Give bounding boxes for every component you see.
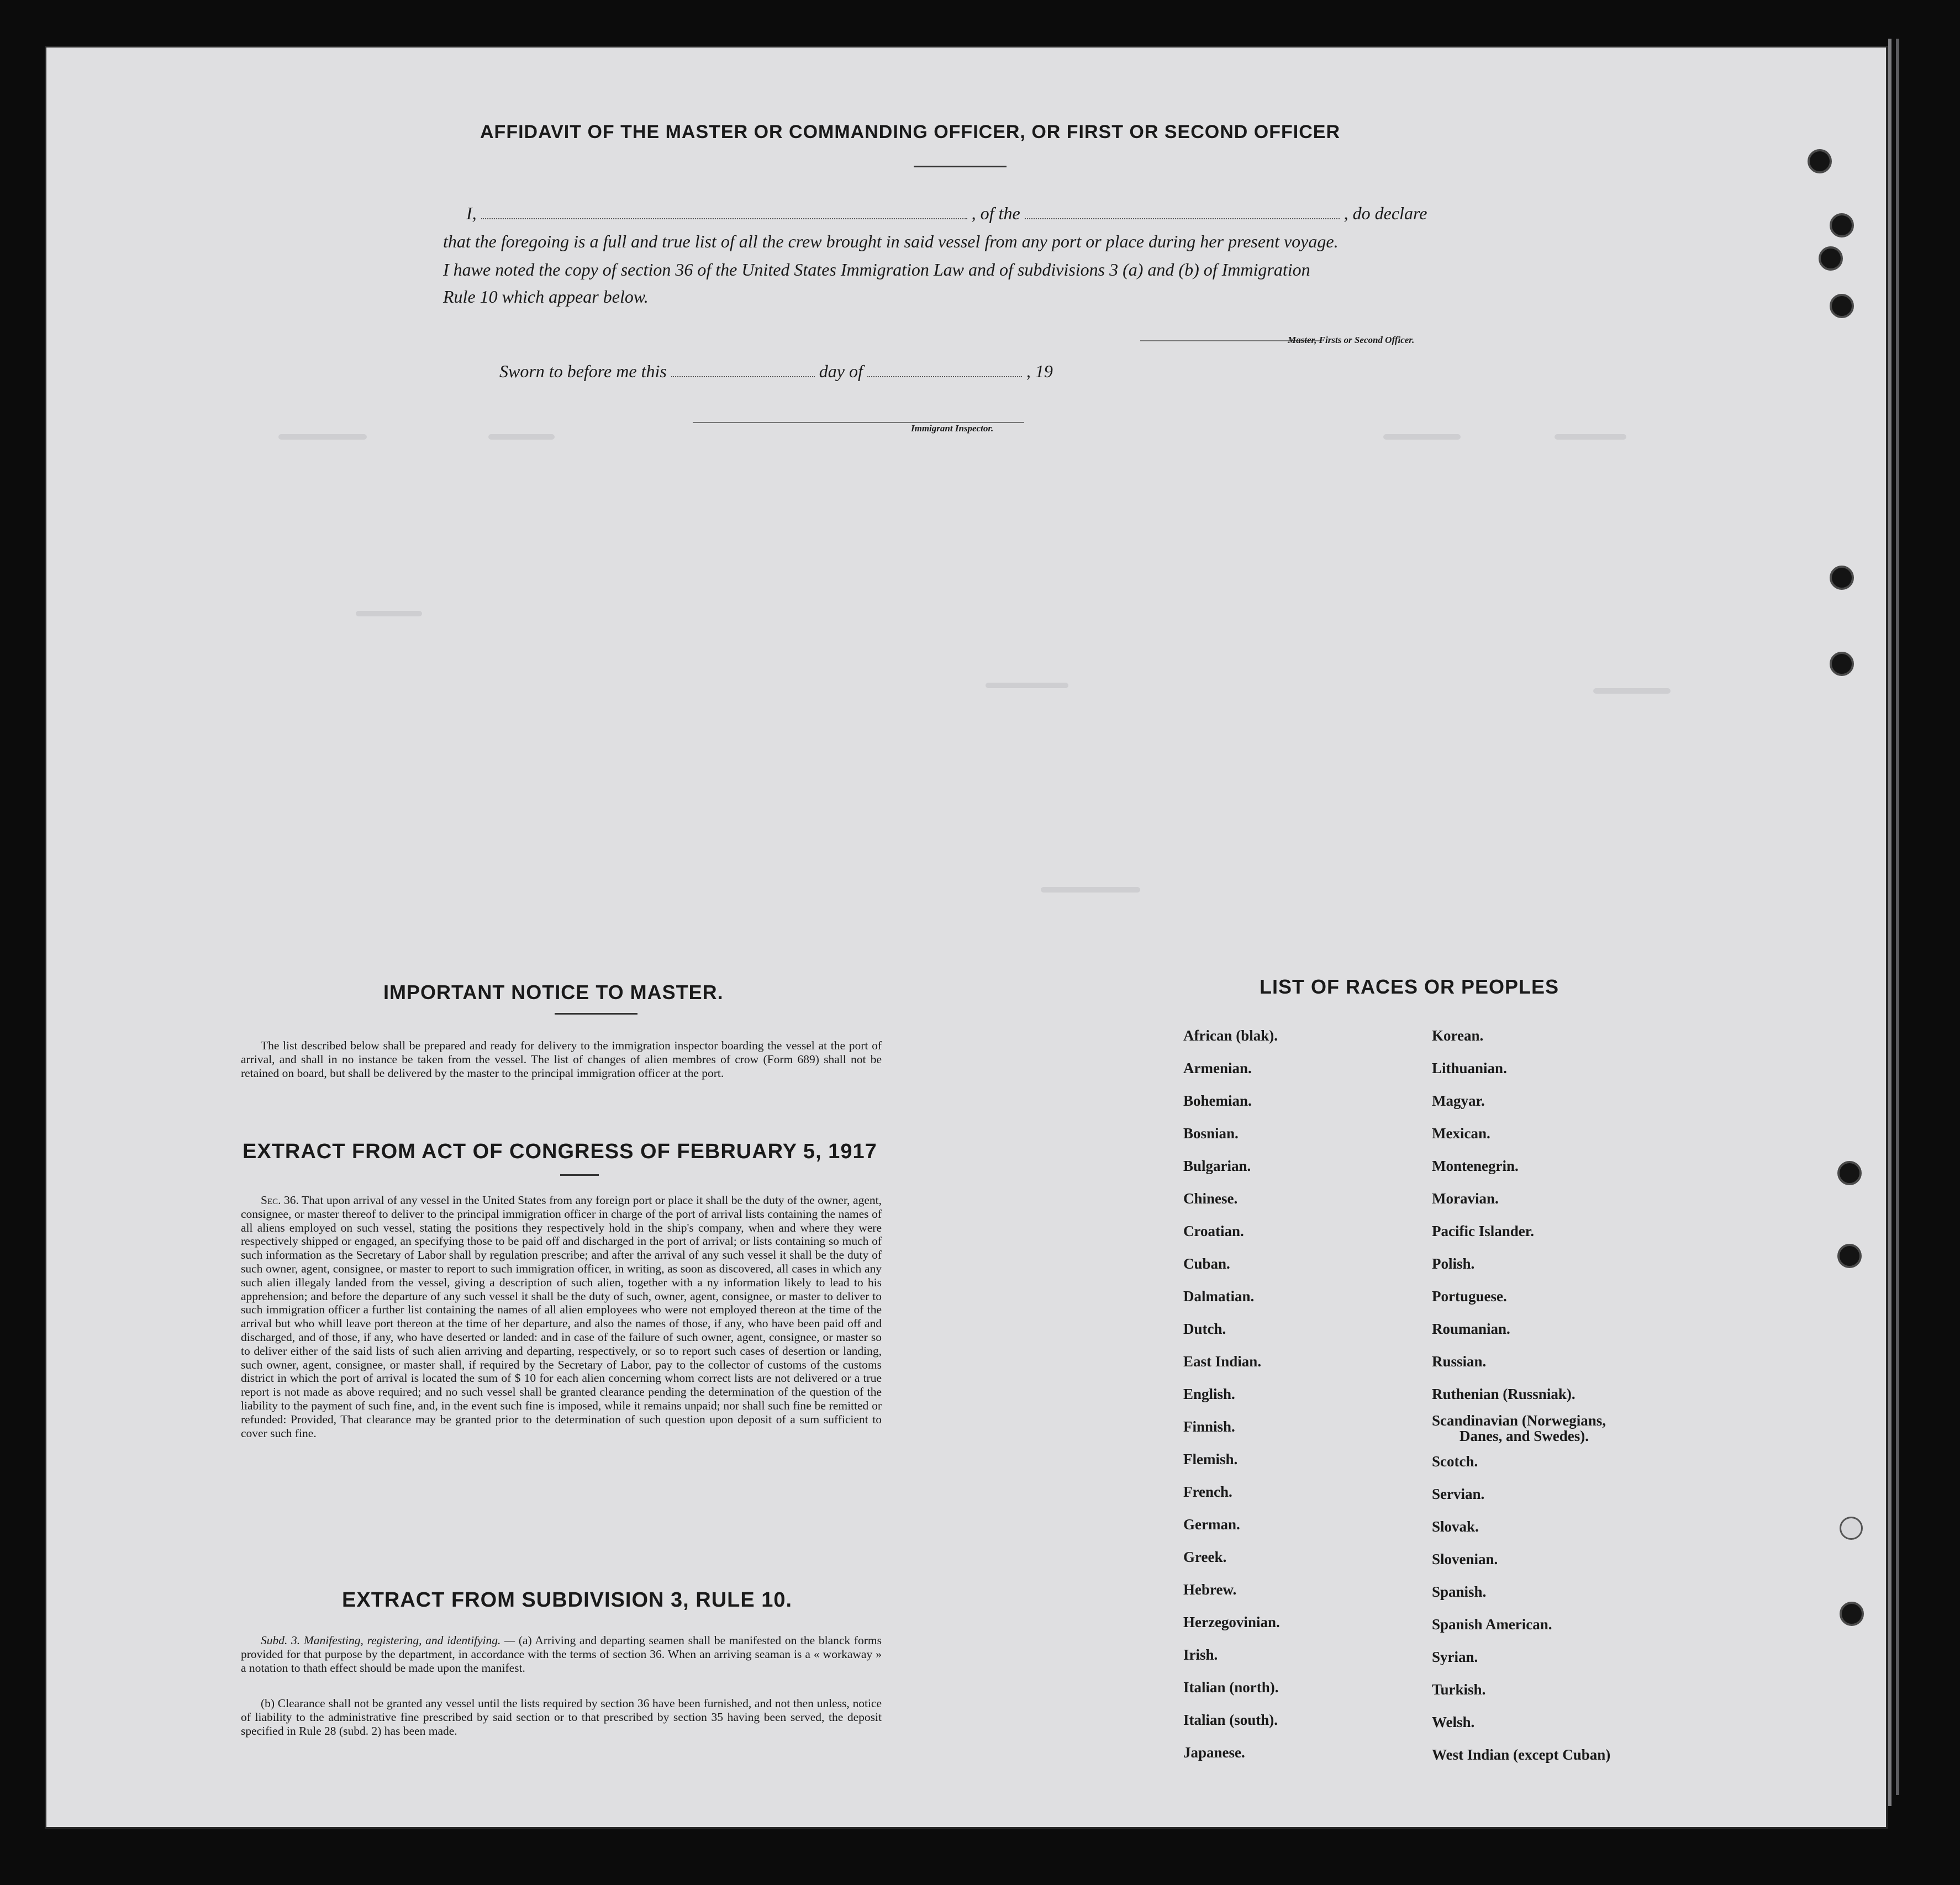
race-item: Mexican. [1432,1125,1490,1142]
binder-hole [1819,246,1843,271]
race-item: Chinese. [1183,1190,1238,1207]
bleed-through-mark [278,434,367,440]
race-item: Pacific Islander. [1432,1223,1534,1239]
race-item: Portuguese. [1432,1288,1507,1305]
race-item: Magyar. [1432,1092,1485,1109]
race-item: Greek. [1183,1549,1227,1565]
race-item: Slovenian. [1432,1551,1498,1567]
affidavit-text-line: I hawe noted the copy of section 36 of the United States Immigration Law and of subdivisions 3 (a) and (b) of Immigration [443,260,1310,279]
sworn-month-field[interactable] [867,362,1022,377]
page-edge [1888,39,1891,1806]
page-edge [1896,39,1899,1795]
binder-hole [1830,213,1854,237]
vessel-blank-field[interactable] [1025,204,1340,219]
notice-divider [555,1013,637,1015]
race-item: Japanese. [1183,1744,1245,1761]
binder-hole [1808,149,1832,173]
binder-hole [1837,1161,1862,1185]
bleed-through-mark [356,611,422,616]
rule-subdivision-lead: Subd. 3. Manifesting, registering, and identifying. — [261,1634,515,1647]
race-item: Irish. [1183,1646,1218,1663]
affidavit-text-of-the: , of the [971,203,1020,223]
act-extract-body [241,1194,882,1440]
race-item: Italian (north). [1183,1679,1279,1696]
race-item: Welsh. [1432,1714,1475,1730]
act-extract-divider [560,1174,599,1176]
affidavit-text-line: Rule 10 which appear below. [443,287,649,307]
race-item: Servian. [1432,1486,1485,1502]
race-item: Croatian. [1183,1223,1244,1239]
act-section-lead: Sec. 36. [261,1194,299,1207]
binder-hole [1830,652,1854,676]
affidavit-text-i: I, [466,203,477,223]
bleed-through-mark [1593,688,1671,694]
sworn-text: Sworn to before me this [499,361,667,381]
race-item: Spanish. [1432,1583,1487,1600]
race-item: Spanish American. [1432,1616,1552,1633]
race-item: Flemish. [1183,1451,1238,1467]
race-item: Finnish. [1183,1418,1235,1435]
master-signature-caption: Master, Firsts or Second Officer. [1288,335,1415,345]
document-page [46,47,1886,1827]
race-item: French. [1183,1483,1232,1500]
bleed-through-mark [1555,434,1626,440]
binder-hole [1840,1517,1863,1540]
affidavit-text-declare: , do declare [1343,203,1427,223]
bleed-through-mark [488,434,555,440]
race-item-line: Danes, and Swedes). [1460,1428,1589,1444]
rule-extract-title: EXTRACT FROM SUBDIVISION 3, RULE 10. [342,1588,793,1612]
notice-body: The list described below shall be prepared and ready for delivery to the immigration inspector boarding the vessel at the port of arrival, and shall in no instance be taken from the vessel. The list of changes of alien membres of crow (Form 689) shall not be retained on board, but shall be delivered by the master to the principal immigration officer at the port. [241,1039,882,1080]
race-item: Lithuanian. [1432,1060,1507,1076]
race-item: English. [1183,1386,1235,1402]
race-item: Italian (south). [1183,1712,1278,1728]
race-item: Dutch. [1183,1321,1226,1337]
rule-para-a-text: (a) Arriving and departing seamen shall be manifested on the blanck forms provided for that purpose by the department, in accordance with the terms of section 36. When an arriving seaman is a « workaway » a notation to thath effect should be made upon the manifest. [241,1634,882,1675]
race-item: West Indian (except Cuban) [1432,1746,1611,1763]
rule-extract-para-b: (b) Clearance shall not be granted any vessel until the lists required by section 36 have been furnished, and not then unless, notice of liability to the administrative fine prescribed by said section or to that prescribed by section 35 having been served, the deposit specified in Rule 28 (subd. 2) has been made. [241,1697,882,1738]
race-item-line: Scandinavian (Norwegians, [1432,1412,1606,1429]
name-blank-field[interactable] [481,204,967,219]
rule-extract-para-a [241,1634,882,1675]
race-item: Korean. [1432,1027,1484,1044]
act-extract-title: EXTRACT FROM ACT OF CONGRESS OF FEBRUARY 5, 1917 [243,1140,877,1163]
races-list-title: LIST OF RACES OR PEOPLES [1260,975,1559,998]
title-underline [914,166,1007,167]
act-section-text: That upon arrival of any vessel in the United States from any foreign port or place it shall be the duty of the owner, agent, consignee, or master thereof to deliver to the principal immigration officer in charge of the port of arrival lists containing the names of all aliens employed on such vessel, stating the positions they respectively hold in the ship's company, when and where they were respectively shipped or engaged, an specifying those to be paid off and discharged in the port of arrival; or lists containing so much of such information as the Secretary of Labor shall by regulation prescribe; and after the arrival of any such vessel it shall be the duty of such owner, agent, consignee, or master to report to such immigration officer, in writing, as soon as discovered, all cases in which any such alien illegaly landed from the vessel, giving a description of such alien, together with a ny information likely to lead to his apprehension; and before the departure of any such vessel it shall be the duty of such, owner, agent, consignee, or master to deliver to such immigration officer a further list containing the names of all alien employees who were not employed thereon at the time of the arrival but who whill leave port thereon at the time of her departure, and also the names of those, if any, who have been paid off and discharged, and of those, if any, who have deserted or landed: and in case of the failure of such owner, agent, consignee, or master so to deliver either of the said lists of such alien arriving and departing, respectively, or so to report such cases of desertion or landing, such owner, agent, consignee, or master shall, if required by the Secretary of Labor, pay to the collector of customs of the customs district in which the port of arrival is located the sum of $ 10 for each alien concerning whom correct lists are not delivered or a true report is not made as above required; and no such vessel shall be granted clearance pending the determination of the question of the liability to the payment of such fine, and, in the event such fine is imposed, while it remains unpaid; nor shall such fine be remitted or refunded: Provided, That clearance may be granted prior to the determination of such question upon deposit of a sum sufficient to cover such fine. [241,1194,882,1440]
race-item: Montenegrin. [1432,1158,1519,1174]
race-item: Dalmatian. [1183,1288,1255,1305]
affidavit-title: AFFIDAVIT OF THE MASTER OR COMMANDING OFFICER, OR FIRST OR SECOND OFFICER [480,122,1340,142]
affidavit-declaration-line [466,203,1427,224]
bleed-through-mark [1041,887,1140,893]
bleed-through-mark [986,683,1068,688]
race-item: Turkish. [1432,1681,1486,1698]
race-item: Bulgarian. [1183,1158,1251,1174]
race-item: Bosnian. [1183,1125,1239,1142]
races-left-column [1183,1020,1280,1769]
race-item: Moravian. [1432,1190,1499,1207]
race-item: Roumanian. [1432,1321,1510,1337]
race-item: Herzegovinian. [1183,1614,1280,1630]
race-item: Bohemian. [1183,1092,1252,1109]
race-item: Hebrew. [1183,1581,1237,1598]
race-item: East Indian. [1183,1353,1262,1370]
race-item: Cuban. [1183,1255,1230,1272]
races-right-column [1432,1020,1610,1771]
race-item: German. [1183,1516,1240,1533]
race-item: Slovak. [1432,1518,1479,1535]
binder-hole [1840,1602,1864,1626]
race-item [1432,1411,1610,1445]
affidavit-text-line: that the foregoing is a full and true list of all the crew brought in said vessel from any port or place during her present voyage. [443,231,1339,251]
binder-hole [1830,566,1854,590]
race-item: Polish. [1432,1255,1475,1272]
sworn-year-text: , 19 [1026,361,1053,381]
race-item: Russian. [1432,1353,1487,1370]
race-item: Scotch. [1432,1453,1478,1470]
inspector-signature-caption: Immigrant Inspector. [911,423,994,434]
notice-title: IMPORTANT NOTICE TO MASTER. [383,981,724,1004]
bleed-through-mark [1383,434,1461,440]
sworn-line [499,361,1053,382]
binder-hole [1837,1244,1862,1268]
sworn-day-field[interactable] [671,362,815,377]
race-item: Ruthenian (Russniak). [1432,1386,1576,1402]
race-item: Armenian. [1183,1060,1252,1076]
race-item: African (blak). [1183,1027,1278,1044]
binder-hole [1830,294,1854,318]
sworn-day-of-text: day of [819,361,863,381]
race-item: Syrian. [1432,1649,1478,1665]
